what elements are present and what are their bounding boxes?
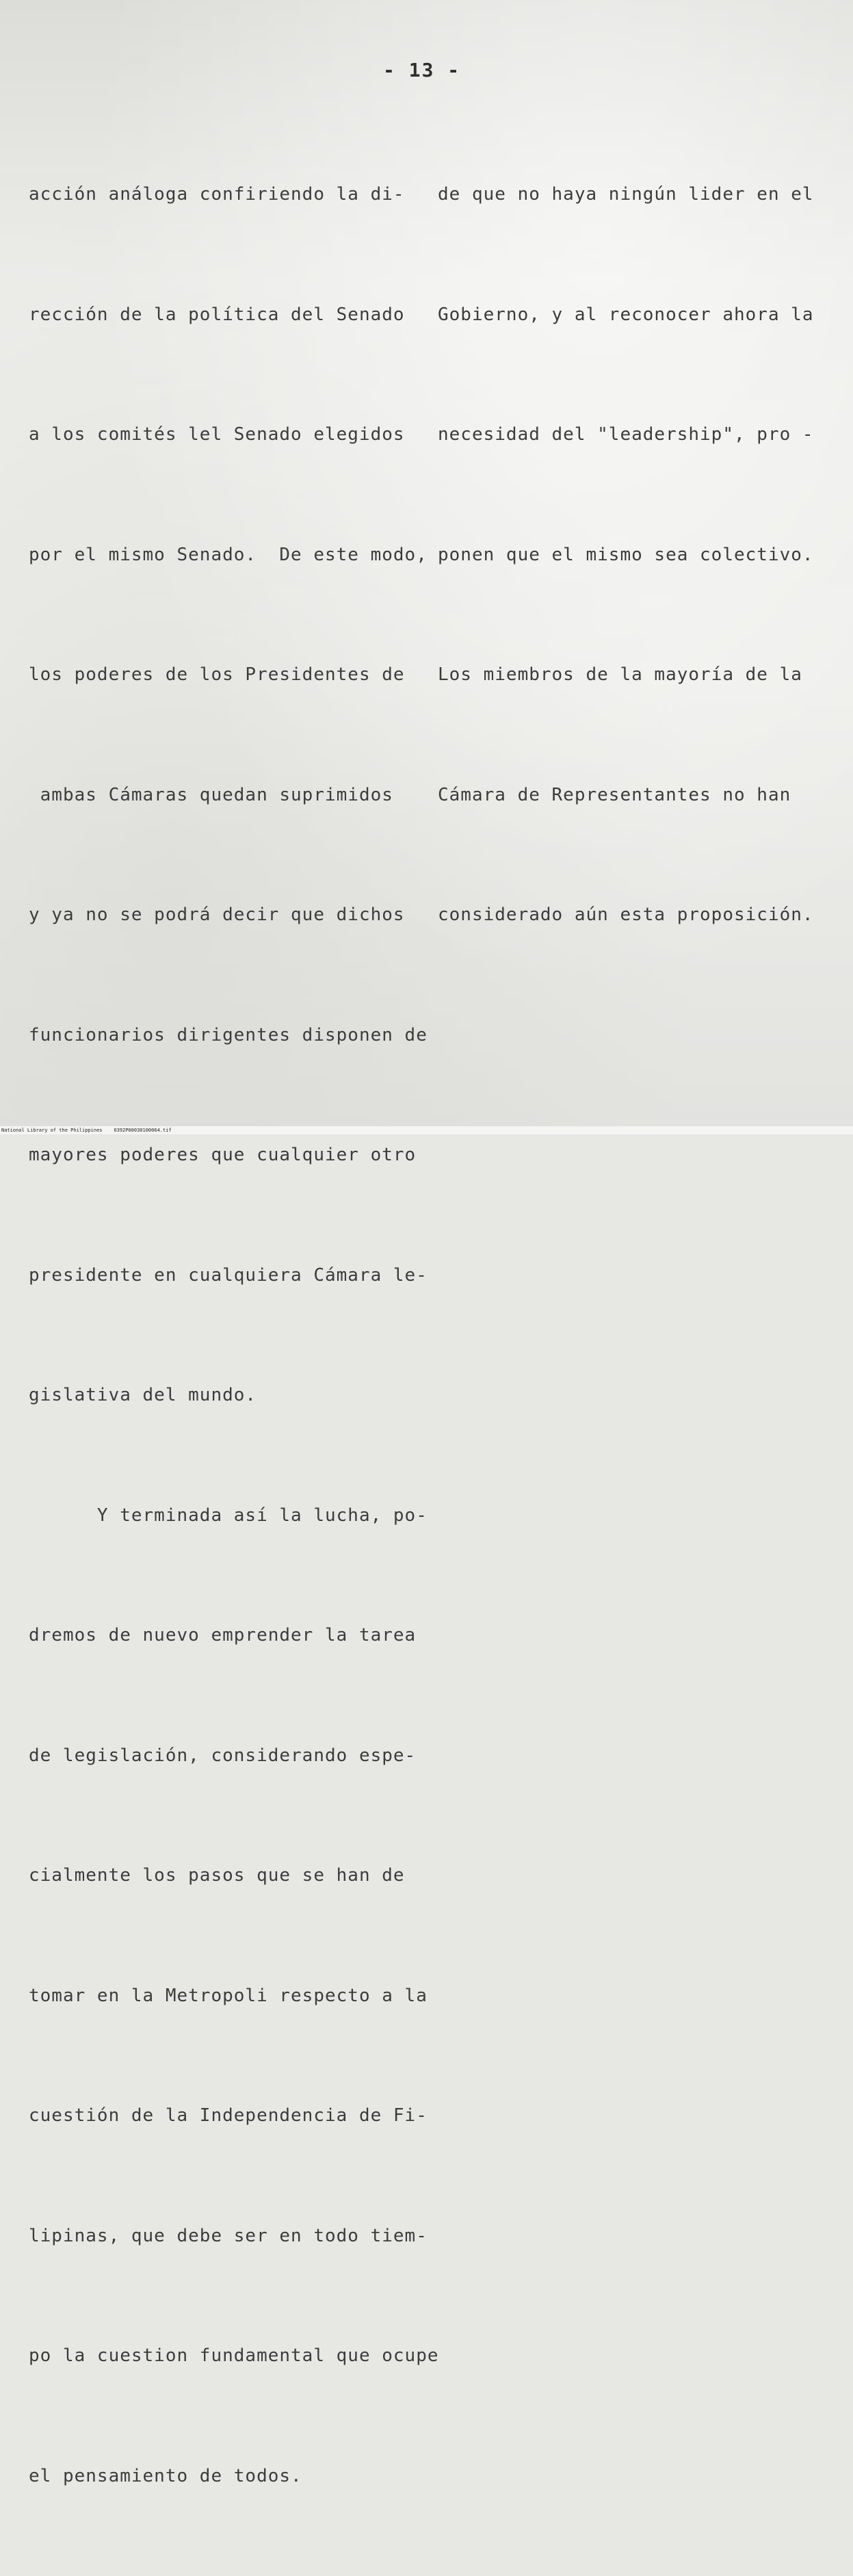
text-line: cialmente los pasos que se han de bbox=[29, 1865, 405, 1886]
text-line: ponen que el mismo sea colectivo. bbox=[438, 544, 814, 565]
text-line: rección de la política del Senado bbox=[29, 304, 405, 325]
text-line: gislativa del mundo. bbox=[29, 1385, 257, 1405]
text-line: cuestión de la Independencia de Fi- bbox=[29, 2105, 428, 2126]
text-line: de legislación, considerando espe- bbox=[29, 1745, 417, 1766]
text-line: Los miembros de la mayoría de la bbox=[438, 664, 802, 685]
text-line: po la cuestion fundamental que ocupe bbox=[29, 2345, 439, 2366]
text-line: tomar en la Metropoli respecto a la bbox=[29, 1985, 428, 2006]
page-number: - 13 - bbox=[383, 59, 461, 81]
text-line: acción análoga confiriendo la di- bbox=[29, 184, 405, 205]
text-line: Cámara de Representantes no han bbox=[438, 784, 791, 805]
text-line: y ya no se podrá decir que dichos bbox=[29, 905, 405, 925]
text-line: de que no haya ningún lider en el bbox=[438, 184, 814, 205]
text-line: por el mismo Senado. De este modo, bbox=[29, 544, 428, 565]
text-line: lipinas, que debe ser en todo tiem- bbox=[29, 2225, 428, 2246]
text-line: Gobierno, y al reconocer ahora la bbox=[438, 304, 814, 325]
text-line: funcionarios dirigentes disponen de bbox=[29, 1024, 428, 1045]
text-line: dremos de nuevo emprender la tarea bbox=[29, 1625, 417, 1645]
text-line: a los comités lel Senado elegidos bbox=[29, 424, 405, 445]
text-line: considerado aún esta proposición. bbox=[438, 905, 814, 925]
left-text-column bbox=[29, 94, 453, 2576]
text-line: los poderes de los Presidentes de bbox=[29, 664, 405, 685]
text-line: Y terminada así la lucha, po- bbox=[29, 1505, 428, 1526]
text-line: el pensamiento de todos. bbox=[29, 2465, 302, 2486]
text-line: mayores poderes que cualquier otro bbox=[29, 1145, 417, 1165]
scan-footer-caption: National Library of the Philippines 0392P00030100064.tif bbox=[1, 1128, 172, 1133]
text-line: necesidad del "leadership", pro - bbox=[438, 424, 814, 445]
right-text-column bbox=[438, 94, 828, 1015]
text-line: ambas Cámaras quedan suprimidos bbox=[29, 784, 393, 805]
text-line: presidente en cualquiera Cámara le- bbox=[29, 1264, 428, 1286]
